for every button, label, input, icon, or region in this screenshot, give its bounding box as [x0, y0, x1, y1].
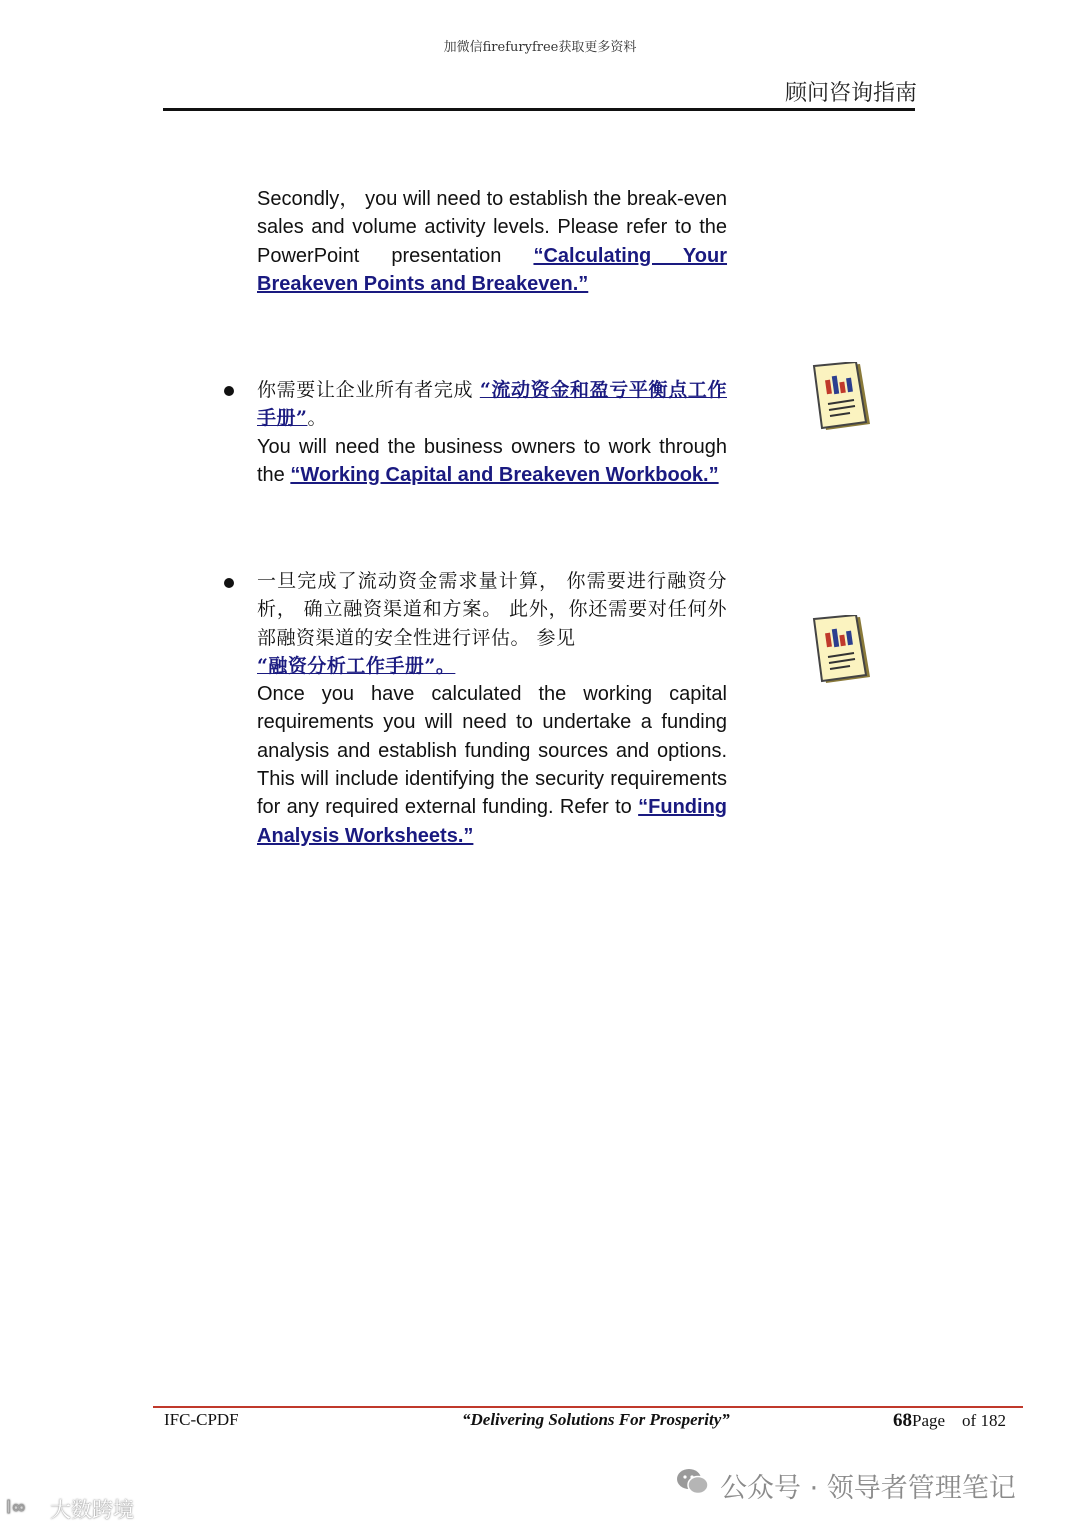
- footer-pagination: [893, 1410, 1006, 1432]
- wechat-account-name: 公众号 · 领导者管理笔记: [720, 1473, 1016, 1504]
- section-breakeven-intro: [257, 185, 727, 298]
- brand-logo-icon: [6, 1496, 46, 1523]
- top-watermark-text: 加微信firefuryfree获取更多资料: [443, 40, 637, 55]
- bullet-point: [224, 578, 234, 588]
- footer-divider: [153, 1406, 1023, 1408]
- corner-watermark: [6, 1494, 134, 1524]
- section-2-en-paragraph: [257, 433, 727, 490]
- section-2-cn-text: 你需要让企业所有者完成: [257, 379, 480, 401]
- section-3-cn-paragraph: [257, 567, 727, 680]
- svg-text:Ⅰ∞: Ⅰ∞: [6, 1496, 27, 1518]
- section-3-en-text: Once you have calculated the working capital requirements you will need to undertake a funding analysis and establish funding sources and options. This will include identifying the security requirements for any required external funding. Refer to: [257, 683, 727, 819]
- page-total: of 182: [962, 1411, 1006, 1430]
- section-3-cn-text: 一旦完成了流动资金需求量计算， 你需要进行融资分析， 确立融资渠道和方案。 此外，你还需要对任何外部融资渠道的安全性进行评估。 参见: [257, 570, 727, 649]
- funding-analysis-cn-link[interactable]: “融资分析工作手册”。: [257, 654, 456, 677]
- funding-worksheets-link[interactable]: “Funding Analysis Worksheets.”: [257, 796, 727, 847]
- document-chart-icon: [808, 362, 872, 439]
- corner-watermark-text: 大数跨境: [50, 1498, 134, 1522]
- workbook-en-link[interactable]: “Working Capital and Breakeven Workbook.”: [290, 463, 719, 486]
- page-label: Page: [912, 1411, 946, 1430]
- section-funding-analysis: [257, 567, 727, 850]
- page-number: 68: [893, 1410, 912, 1431]
- section-1-paragraph: [257, 185, 727, 298]
- breakeven-presentation-link[interactable]: “Calculating Your Breakeven Points and Breakeven.”: [257, 244, 728, 295]
- bullet-point: [224, 386, 234, 396]
- section-2-cn-paragraph: [257, 376, 727, 433]
- footer-tagline: “Delivering Solutions For Prosperity”: [462, 1410, 730, 1429]
- wechat-icon: [676, 1467, 710, 1504]
- section-3-en-paragraph: [257, 680, 727, 850]
- section-2-en-text: You will need the business owners to work through the: [257, 435, 727, 486]
- header-divider: [163, 108, 915, 111]
- workbook-cn-link[interactable]: “流动资金和盈亏平衡点工作手册”: [257, 379, 727, 430]
- section-1-text: Secondly， you will need to establish the break-even sales and volume activity levels. Please refer to the PowerPoint presentation: [257, 188, 727, 267]
- wechat-account-watermark: [676, 1466, 1016, 1505]
- footer-doc-code: IFC-CPDF: [164, 1410, 239, 1429]
- section-workbook: [257, 376, 727, 489]
- section-2-cn-end: 。: [307, 407, 327, 430]
- page-header-title: 顾问咨询指南: [784, 81, 917, 106]
- document-chart-icon: [808, 615, 872, 692]
